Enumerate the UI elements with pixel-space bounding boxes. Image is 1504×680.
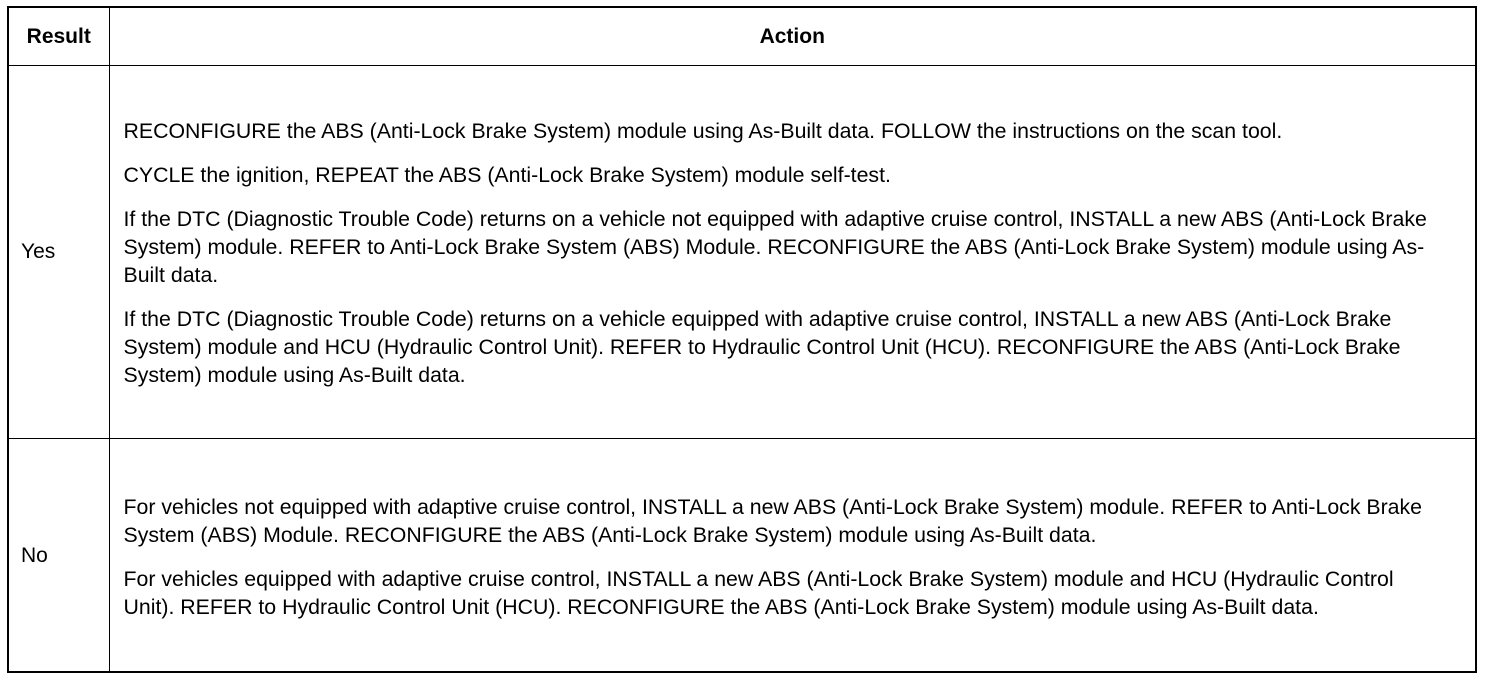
action-paragraph: RECONFIGURE the ABS (Anti-Lock Brake System) module using As-Built data. FOLLOW the instructions on the scan tool. — [123, 119, 1283, 143]
table-header-row — [9, 8, 1475, 66]
action-paragraph: CYCLE the ignition, REPEAT the ABS (Anti-Lock Brake System) module self-test. — [123, 163, 891, 187]
result-cell-yes: Yes — [9, 66, 109, 439]
table-row-yes — [9, 66, 1475, 439]
action-paragraph: For vehicles not equipped with adaptive cruise control, INSTALL a new ABS (Anti-Lock Brake System) module. REFER to Anti-Lock Brake System (ABS) Module. RECONFIGURE the ABS (Anti-Lock Brake System) module using As-Built data. — [123, 494, 1423, 547]
action-cell-no — [109, 439, 1475, 673]
action-paragraph: For vehicles equipped with adaptive cruise control, INSTALL a new ABS (Anti-Lock Brake System) module and HCU (Hydraulic Control Unit). REFER to Hydraulic Control Unit (HCU). RECONFIGURE the ABS (Anti-Lock Brake System) module using As-Built data. — [123, 566, 1394, 619]
action-paragraph: If the DTC (Diagnostic Trouble Code) returns on a vehicle not equipped with adaptive cruise control, INSTALL a new ABS (Anti-Lock Brake System) module. REFER to Anti-Lock Brake System (ABS) Module. RECONFIGURE the ABS (Anti-Lock Brake System) module using As-Built data. — [123, 207, 1427, 287]
result-cell-no: No — [9, 439, 109, 673]
result-action-table-frame — [7, 6, 1477, 673]
result-column-header: Result — [9, 8, 109, 66]
action-paragraph: If the DTC (Diagnostic Trouble Code) returns on a vehicle equipped with adaptive cruise control, INSTALL a new ABS (Anti-Lock Brake System) module and HCU (Hydraulic Control Unit). REFER to Hydraulic Control Unit (HCU). RECONFIGURE the ABS (Anti-Lock Brake System) module using As-Built data. — [123, 307, 1401, 387]
table-row-no — [9, 439, 1475, 673]
action-column-header: Action — [109, 8, 1475, 66]
result-action-table — [9, 8, 1475, 673]
action-cell-yes — [109, 66, 1475, 439]
